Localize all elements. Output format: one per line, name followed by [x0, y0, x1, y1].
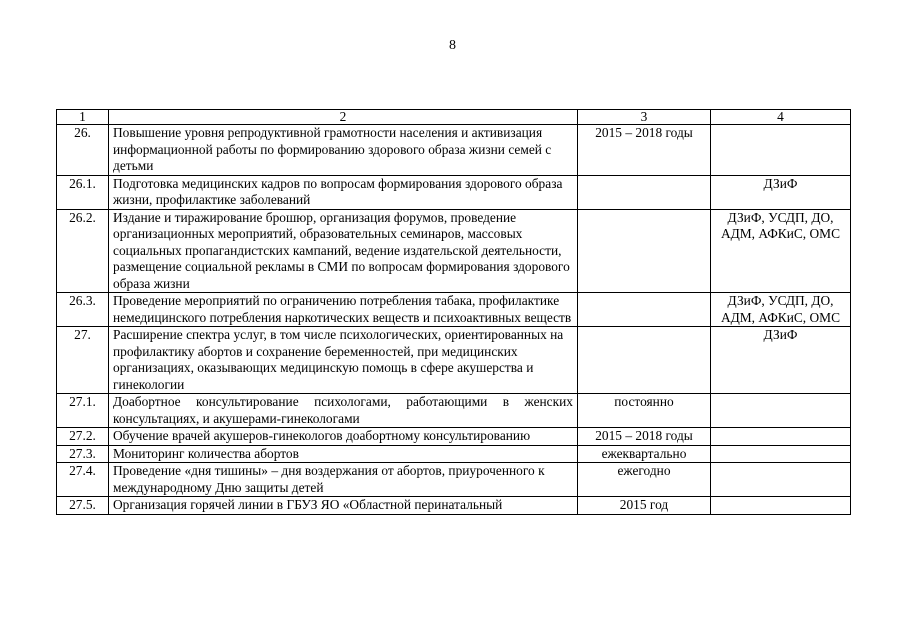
row-term: ежеквартально — [578, 445, 711, 463]
row-executor: ДЗиФ — [711, 327, 851, 394]
row-measure: Подготовка медицинских кадров по вопросам формирования здорового образа жизни, профилактике заболеваний — [109, 175, 578, 209]
table-row — [57, 428, 851, 446]
row-measure: Доабортное консультирование психологами, работающими в женских консультациях, и акушерами-гинекологами — [109, 394, 578, 428]
row-measure: Проведение мероприятий по ограничению потребления табака, профилактике немедицинского потребления наркотических веществ и психоактивных веществ — [109, 293, 578, 327]
table-row — [57, 125, 851, 176]
table-row — [57, 209, 851, 293]
table-row — [57, 293, 851, 327]
row-executor — [711, 463, 851, 497]
row-executor — [711, 497, 851, 515]
row-executor — [711, 394, 851, 428]
row-measure: Обучение врачей акушеров-гинекологов доабортному консультированию — [109, 428, 578, 446]
row-measure: Проведение «дня тишины» – дня воздержания от абортов, приуроченного к международному Дню защиты детей — [109, 463, 578, 497]
row-number: 26.3. — [57, 293, 109, 327]
row-measure: Организация горячей линии в ГБУЗ ЯО «Областной перинатальный — [109, 497, 578, 515]
row-number: 27.1. — [57, 394, 109, 428]
row-number: 26. — [57, 125, 109, 176]
header-col-3: 3 — [578, 110, 711, 125]
row-term: постоянно — [578, 394, 711, 428]
table-row — [57, 463, 851, 497]
row-measure: Расширение спектра услуг, в том числе психологических, ориентированных на профилактику абортов и сохранение беременностей, при медицинских организациях, оказывающих медицинскую помощь в сфере акушерства и гинекологии — [109, 327, 578, 394]
table-row — [57, 175, 851, 209]
row-term — [578, 293, 711, 327]
row-executor: ДЗиФ, УСДП, ДО, АДМ, АФКиС, ОМС — [711, 209, 851, 293]
row-term — [578, 175, 711, 209]
row-number: 27.5. — [57, 497, 109, 515]
header-col-2: 2 — [109, 110, 578, 125]
row-executor — [711, 125, 851, 176]
row-number: 27.4. — [57, 463, 109, 497]
action-plan-table — [56, 109, 851, 515]
table-row — [57, 445, 851, 463]
row-executor: ДЗиФ — [711, 175, 851, 209]
row-term: 2015 год — [578, 497, 711, 515]
table-header-row — [57, 110, 851, 125]
row-measure: Повышение уровня репродуктивной грамотности населения и активизация информационной работы по формированию здорового образа жизни семей с детьми — [109, 125, 578, 176]
row-executor: ДЗиФ, УСДП, ДО, АДМ, АФКиС, ОМС — [711, 293, 851, 327]
page-number: 8 — [449, 38, 456, 53]
row-number: 27.2. — [57, 428, 109, 446]
row-term — [578, 209, 711, 293]
row-number: 27. — [57, 327, 109, 394]
header-col-1: 1 — [57, 110, 109, 125]
header-col-4: 4 — [711, 110, 851, 125]
row-number: 26.1. — [57, 175, 109, 209]
row-measure: Издание и тиражирование брошюр, организация форумов, проведение организационных мероприятий, образовательных семинаров, массовых социальных пропагандистских кампаний, ведение издательской деятельности, размещение социальной рекламы в СМИ по вопросам формирования здорового образа жизни — [109, 209, 578, 293]
row-measure: Мониторинг количества абортов — [109, 445, 578, 463]
row-term: ежегодно — [578, 463, 711, 497]
row-number: 27.3. — [57, 445, 109, 463]
table-row — [57, 497, 851, 515]
row-term: 2015 – 2018 годы — [578, 125, 711, 176]
table-row — [57, 327, 851, 394]
row-executor — [711, 428, 851, 446]
row-executor — [711, 445, 851, 463]
row-number: 26.2. — [57, 209, 109, 293]
row-term: 2015 – 2018 годы — [578, 428, 711, 446]
table-row — [57, 394, 851, 428]
row-term — [578, 327, 711, 394]
